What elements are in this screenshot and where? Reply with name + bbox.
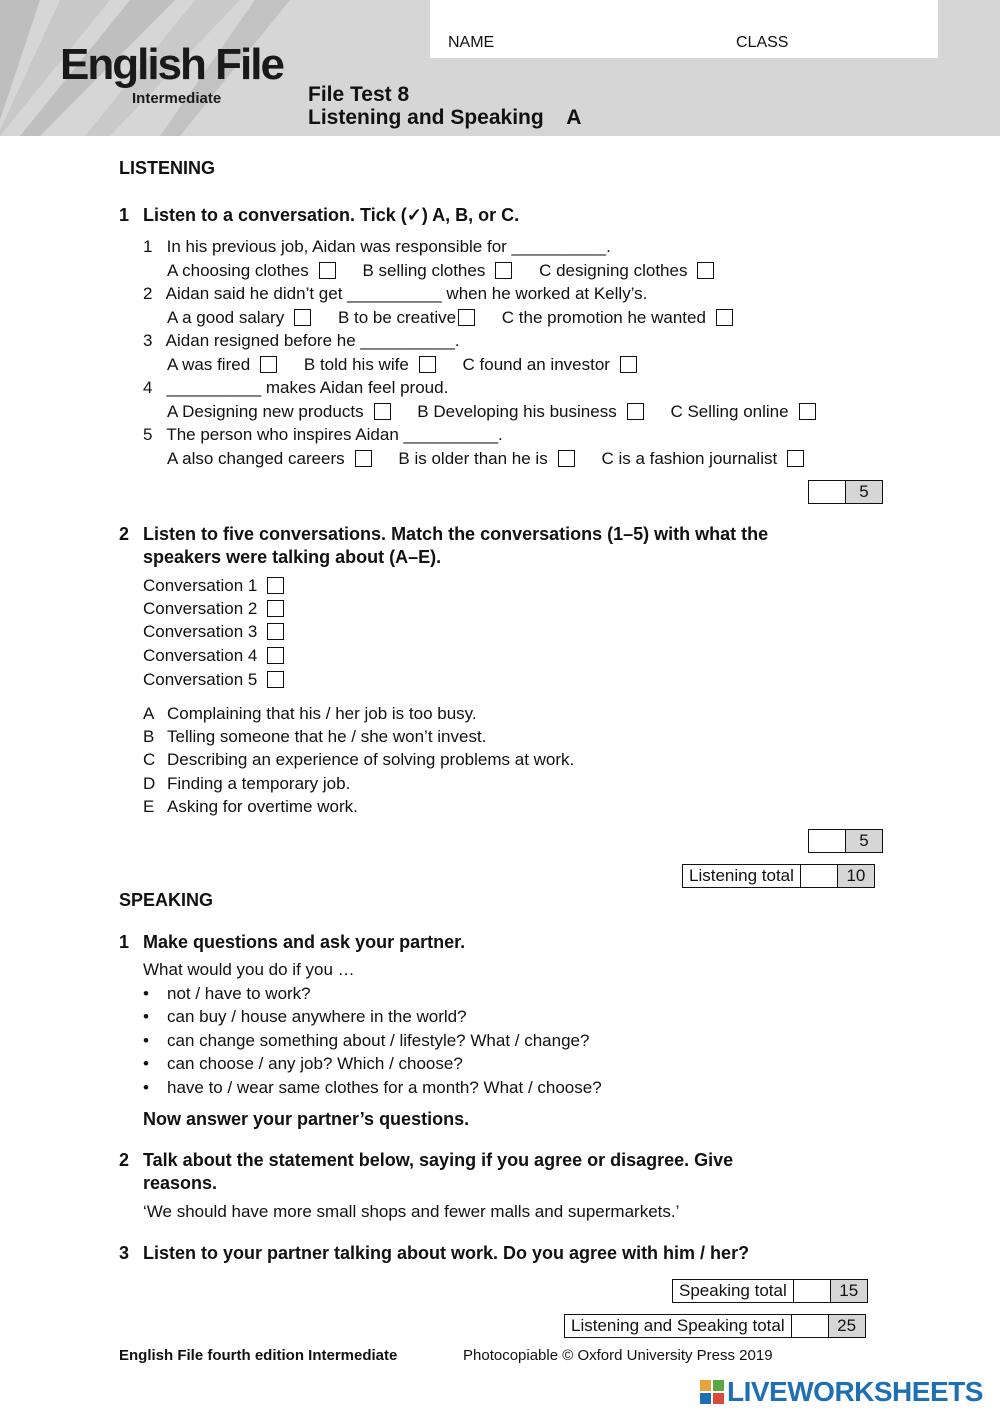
- grand-total-box: [564, 1314, 866, 1338]
- question-stem: 2 Aidan said he didn’t get __________ when he worked at Kelly’s.: [143, 284, 648, 303]
- question-stem: 5 The person who inspires Aidan __________.: [143, 425, 503, 444]
- question-instruction: speakers were talking about (A–E).: [143, 547, 442, 567]
- option-label: A was fired: [167, 355, 251, 374]
- liveworksheets-logo-icon: [700, 1380, 724, 1404]
- name-class-box: [430, 0, 938, 58]
- question-instruction: Listen to five conversations. Match the conversations (1–5) with what the: [143, 524, 769, 544]
- speaking-heading: SPEAKING: [119, 890, 214, 910]
- listening-heading: LISTENING: [119, 158, 216, 178]
- conversation-label: Conversation 5: [143, 670, 258, 689]
- option-label: C is a fashion journalist: [601, 449, 778, 468]
- bullet-text: not / have to work?: [167, 984, 311, 1003]
- option-label: B to be creative: [337, 308, 457, 327]
- score-box: [808, 829, 883, 853]
- option-label: C designing clothes: [539, 261, 688, 280]
- speaking-total-box: [672, 1279, 868, 1303]
- question-number: 2: [119, 524, 130, 544]
- option-label: A also changed careers: [167, 449, 345, 468]
- bullet-text: can change something about / lifestyle? What / change?: [167, 1031, 590, 1050]
- score-input[interactable]: [809, 481, 846, 503]
- tick-checkbox[interactable]: [627, 403, 644, 420]
- score-max: 25: [829, 1315, 865, 1337]
- listening-total-box: [682, 864, 875, 888]
- choice-text: Finding a temporary job.: [167, 774, 351, 793]
- conversation-label: Conversation 3: [143, 622, 258, 641]
- tick-checkbox[interactable]: [374, 403, 391, 420]
- bullet-item: [143, 984, 311, 1004]
- tick-checkbox[interactable]: [697, 262, 714, 279]
- tick-checkbox[interactable]: [458, 309, 475, 326]
- question-number: 2: [119, 1150, 130, 1170]
- bullet-item: [143, 1007, 467, 1027]
- liveworksheets-brand: [700, 1377, 983, 1407]
- tick-checkbox[interactable]: [260, 356, 277, 373]
- discussion-statement: ‘We should have more small shops and fewer malls and supermarkets.’: [143, 1202, 680, 1221]
- tick-checkbox[interactable]: [716, 309, 733, 326]
- tick-checkbox[interactable]: [319, 262, 336, 279]
- score-max: 15: [831, 1280, 867, 1302]
- score-input[interactable]: [801, 865, 838, 887]
- answer-box[interactable]: [267, 647, 284, 664]
- answer-options-row: [167, 402, 816, 422]
- test-title: File Test 8: [308, 83, 410, 106]
- tick-checkbox[interactable]: [294, 309, 311, 326]
- choice-item: [143, 797, 358, 817]
- tick-checkbox[interactable]: [355, 450, 372, 467]
- speaking-followup: Now answer your partner’s questions.: [143, 1109, 470, 1129]
- tick-checkbox[interactable]: [787, 450, 804, 467]
- listening-total-label: Listening total: [683, 865, 801, 887]
- bullet-dot: •: [143, 1054, 149, 1073]
- answer-options-row: [167, 449, 804, 469]
- question-number: 1: [119, 205, 130, 225]
- option-label: B told his wife: [303, 355, 409, 374]
- score-input[interactable]: [809, 830, 846, 852]
- conversation-row: [143, 599, 284, 619]
- liveworksheets-wordmark: LIVEWORKSHEETS: [727, 1376, 983, 1407]
- conversation-label: Conversation 1: [143, 576, 258, 595]
- option-label: A choosing clothes: [167, 261, 309, 280]
- bullet-text: can buy / house anywhere in the world?: [167, 1007, 467, 1026]
- class-label: CLASS: [736, 34, 789, 51]
- bullet-dot: •: [143, 984, 149, 1003]
- bullet-dot: •: [143, 1078, 149, 1097]
- option-label: B is older than he is: [398, 449, 548, 468]
- answer-box[interactable]: [267, 600, 284, 617]
- answer-options-row: [167, 355, 637, 375]
- question-instruction: reasons.: [143, 1173, 218, 1193]
- question-instruction: Listen to a conversation. Tick (✓) A, B, or C.: [143, 205, 520, 225]
- choice-text: Asking for overtime work.: [167, 797, 358, 816]
- choice-letter: C: [143, 750, 156, 769]
- tick-checkbox[interactable]: [620, 356, 637, 373]
- option-label: C Selling online: [670, 402, 789, 421]
- tick-checkbox[interactable]: [558, 450, 575, 467]
- conversation-row: [143, 670, 284, 690]
- tick-checkbox[interactable]: [495, 262, 512, 279]
- option-label: A Designing new products: [167, 402, 364, 421]
- choice-item: [143, 727, 487, 747]
- choice-text: Describing an experience of solving problems at work.: [167, 750, 575, 769]
- bullet-item: [143, 1054, 463, 1074]
- logo-subtitle: Intermediate: [132, 90, 222, 107]
- bullet-dot: •: [143, 1007, 149, 1026]
- name-label: NAME: [448, 34, 495, 51]
- conversation-label: Conversation 2: [143, 599, 258, 618]
- score-input[interactable]: [792, 1315, 829, 1337]
- question-stem: 3 Aidan resigned before he __________.: [143, 331, 460, 350]
- choice-letter: A: [143, 704, 155, 723]
- conversation-row: [143, 622, 284, 642]
- tick-checkbox[interactable]: [419, 356, 436, 373]
- option-label: C the promotion he wanted: [501, 308, 706, 327]
- question-stem: 4 __________ makes Aidan feel proud.: [143, 378, 449, 397]
- footer-copyright: Photocopiable © Oxford University Press 2019: [463, 1347, 773, 1364]
- question-instruction: Listen to your partner talking about work. Do you agree with him / her?: [143, 1243, 750, 1263]
- option-label: C found an investor: [462, 355, 610, 374]
- question-instruction: Talk about the statement below, saying if you agree or disagree. Give: [143, 1150, 734, 1170]
- question-stem: 1 In his previous job, Aidan was responsible for __________.: [143, 237, 611, 256]
- option-label: B Developing his business: [417, 402, 617, 421]
- test-subtitle: Listening and Speaking A: [308, 106, 582, 129]
- speaking-total-label: Speaking total: [673, 1280, 794, 1302]
- bullet-item: [143, 1078, 602, 1098]
- conversation-label: Conversation 4: [143, 646, 258, 665]
- choice-letter: B: [143, 727, 155, 746]
- logo: English File: [60, 40, 283, 89]
- score-input[interactable]: [794, 1280, 831, 1302]
- choice-item: [143, 774, 351, 794]
- bullet-text: have to / wear same clothes for a month? What / choose?: [167, 1078, 602, 1097]
- score-max: 5: [846, 481, 882, 503]
- question-number: 1: [119, 932, 130, 952]
- answer-box[interactable]: [267, 671, 284, 688]
- bullet-item: [143, 1031, 590, 1051]
- choice-text: Complaining that his / her job is too busy.: [167, 704, 477, 723]
- footer-edition: English File fourth edition Intermediate: [119, 1347, 398, 1364]
- choice-text: Telling someone that he / she won’t invest.: [167, 727, 487, 746]
- choice-item: [143, 750, 575, 770]
- choice-letter: E: [143, 797, 155, 816]
- answer-box[interactable]: [267, 577, 284, 594]
- conversation-row: [143, 576, 284, 596]
- bullet-text: can choose / any job? Which / choose?: [167, 1054, 463, 1073]
- score-box: [808, 480, 883, 504]
- score-max: 5: [846, 830, 882, 852]
- question-number: 3: [119, 1243, 130, 1263]
- score-max: 10: [838, 865, 874, 887]
- bullet-dot: •: [143, 1031, 149, 1050]
- answer-options-row: [167, 261, 714, 281]
- tick-checkbox[interactable]: [799, 403, 816, 420]
- option-label: A a good salary: [167, 308, 285, 327]
- page-header: [0, 0, 1000, 136]
- grand-total-label: Listening and Speaking total: [565, 1315, 792, 1337]
- question-instruction: Make questions and ask your partner.: [143, 932, 466, 952]
- choice-letter: D: [143, 774, 156, 793]
- speaking-lead: What would you do if you …: [143, 960, 355, 979]
- option-label: B selling clothes: [362, 261, 486, 280]
- answer-box[interactable]: [267, 623, 284, 640]
- conversation-row: [143, 646, 284, 666]
- choice-item: [143, 704, 477, 724]
- answer-options-row: [167, 308, 733, 328]
